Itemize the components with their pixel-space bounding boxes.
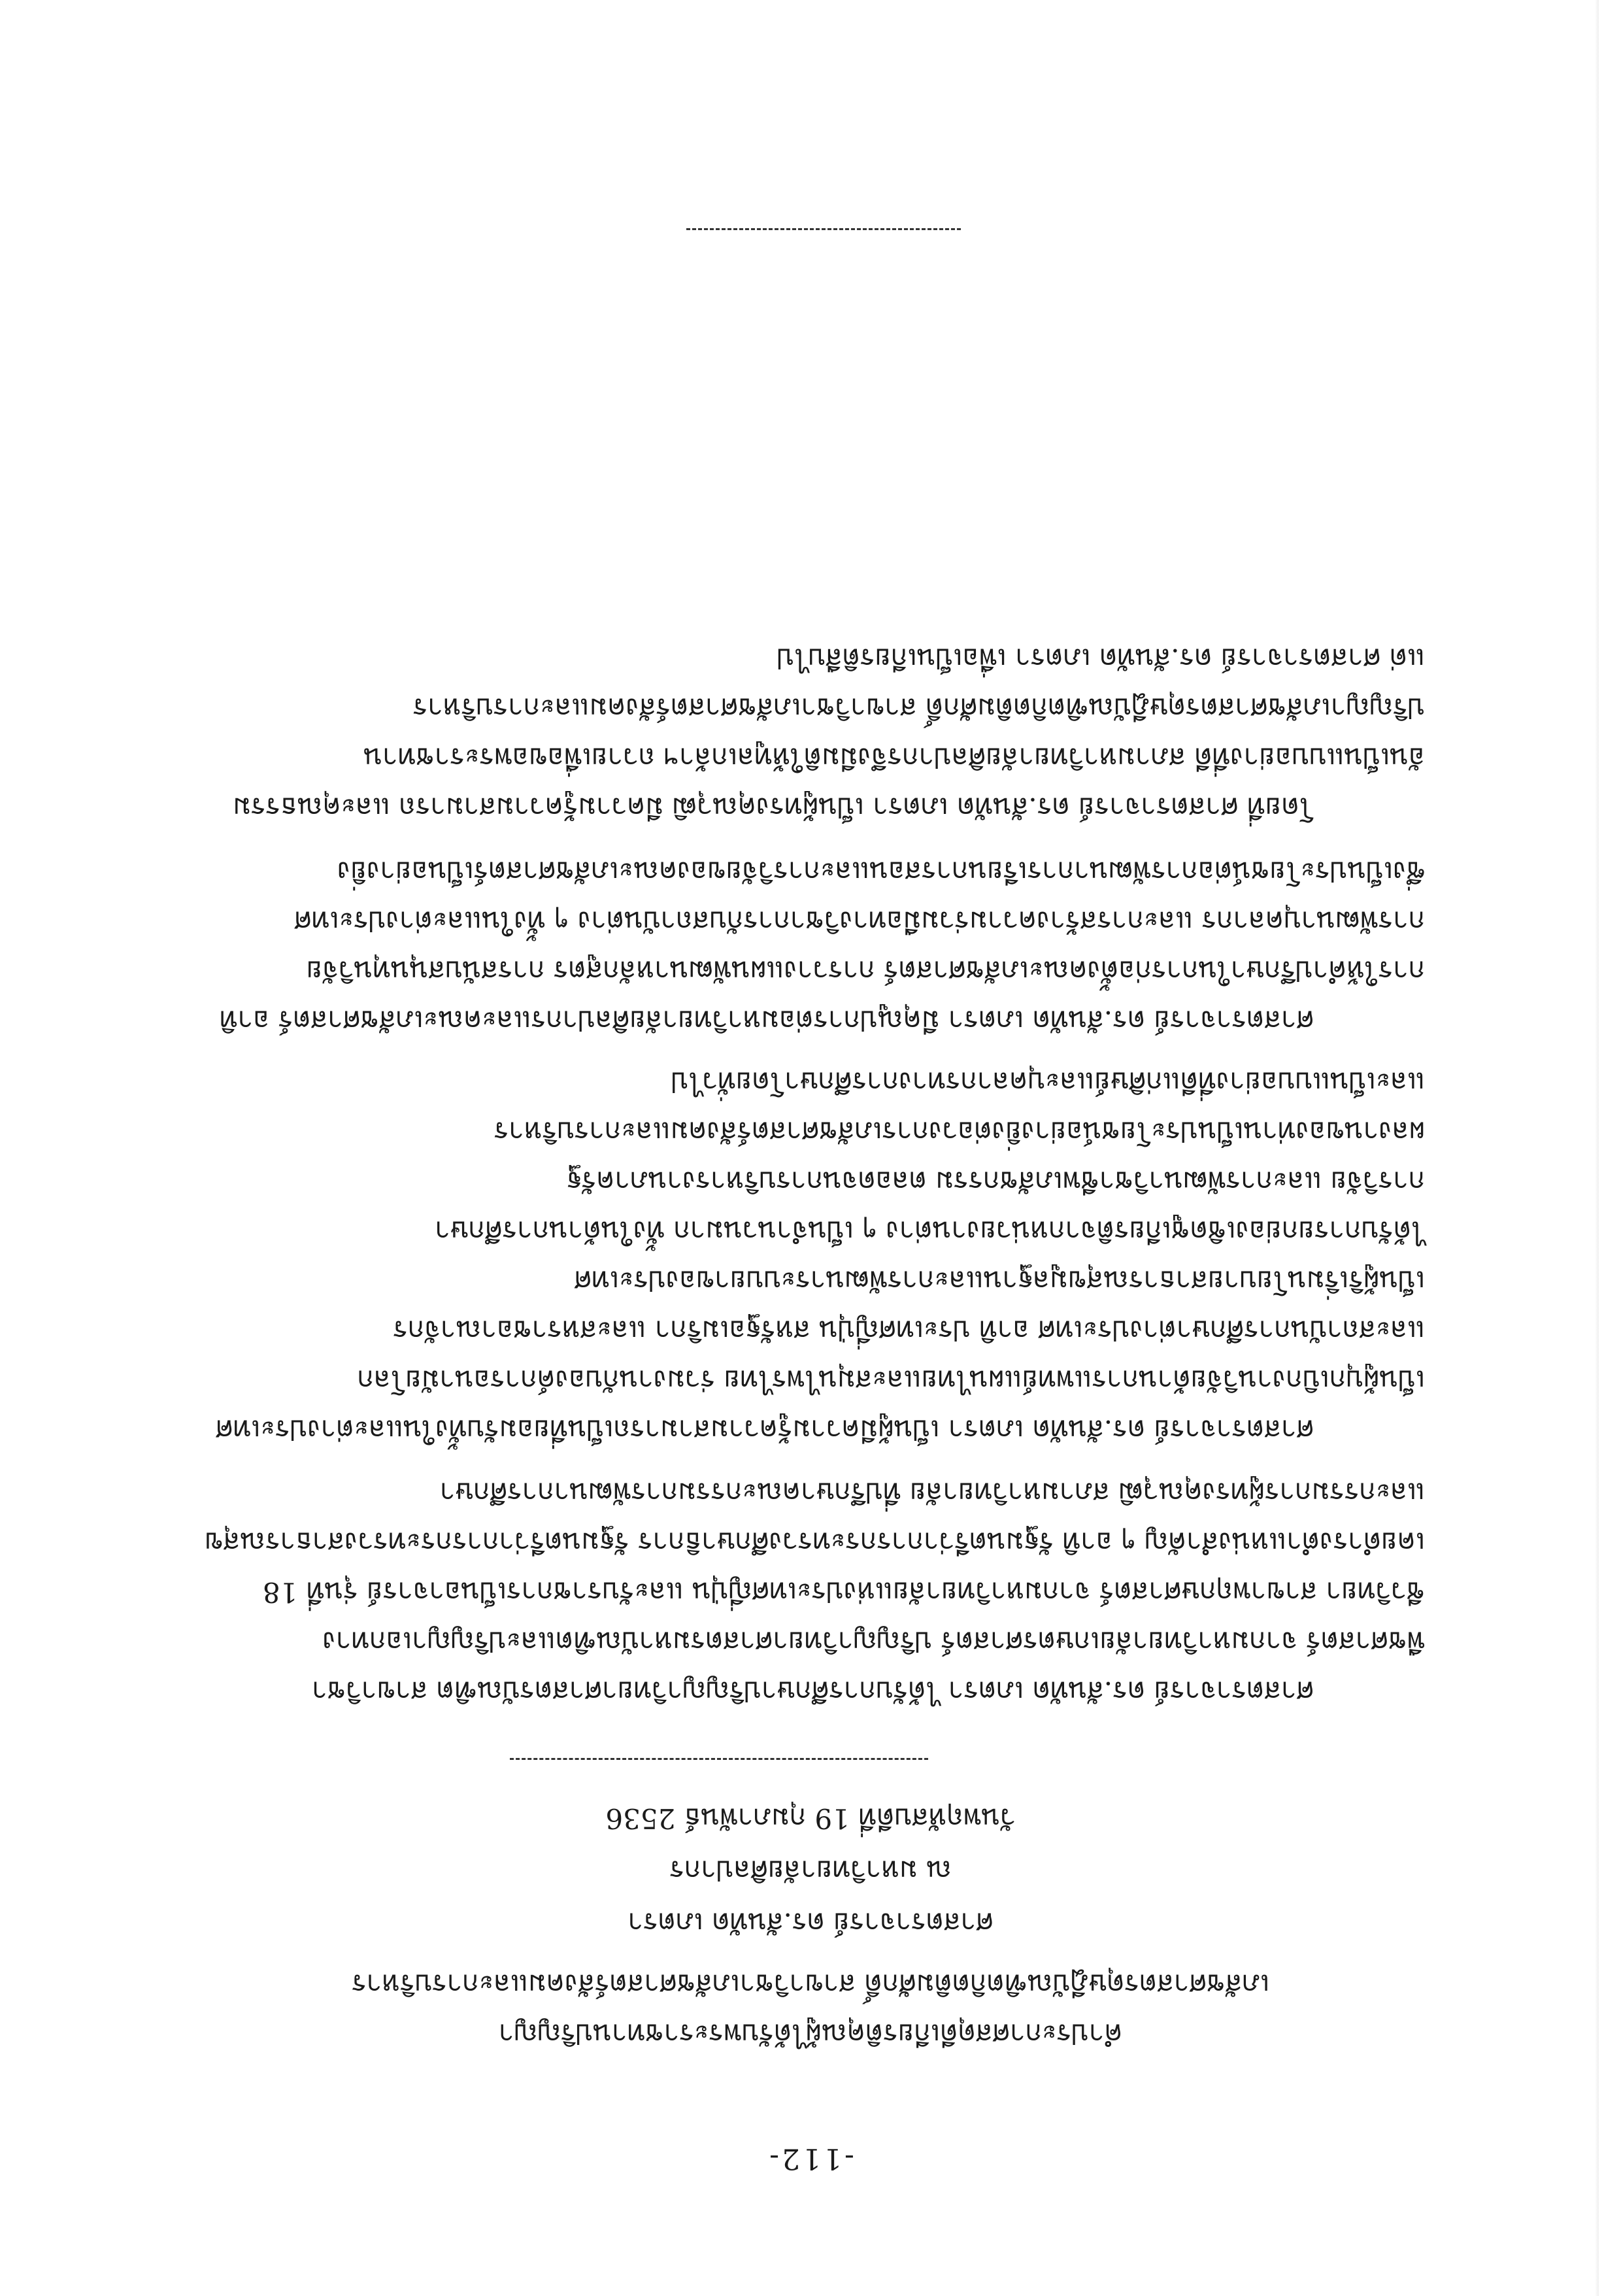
- para3-line2: การให้คำปรึกษาในการก่อตั้งคณะเภสัชศาสตร์ การวางแผนพัฒนาหลักสูตร การสนับสนุนทุนวิจัย: [306, 955, 1425, 987]
- header-venue: ณ มหาวิทยาลัยศิลปากร: [669, 1855, 952, 1887]
- para4-line2: อันเป็นแบบอย่างที่ดี สภามหาวิทยาลัยศิลปากรจึงมีมติให้ทูลเกล้าฯ ถวายเพื่อขอพระราชทาน: [363, 742, 1425, 774]
- header-name: ศาสตราจารย์ ดร.สันทัด เภตรา: [627, 1907, 994, 1939]
- para1-line5: และกรรมการผู้ทรงคุณวุฒิ สภามหาวิทยาลัย ที่ปรึกษาคณะกรรมการพัฒนาการศึกษา: [439, 1477, 1425, 1509]
- para2-line8: และเป็นแบบอย่างที่ดีแก่ศิษย์และบุคลากรทางการศึกษาโดยทั่วไป: [671, 1066, 1425, 1098]
- para2-line1: ศาสตราจารย์ ดร.สันทัด เภตรา เป็นผู้มีความรู้ความสามารถเป็นที่ยอมรับทั้งในและต่างประเทศ: [215, 1414, 1314, 1446]
- para2-line6: การวิจัย และการพัฒนาวิชาชีพเภสัชกรรม ตลอดจนการบริหารงานภาครัฐ: [566, 1166, 1425, 1198]
- para1-line3: ชีววิทยา สาขาพฤกษศาสตร์ จากมหาวิทยาลัยแห่งประเทศญี่ปุ่น และรับราชการเป็นอาจารย์ รุ่นที่ 18: [262, 1576, 1425, 1608]
- para2-line2: เป็นผู้บุกเบิกงานวิจัยด้านการแพทย์แผนไทยและสมุนไพรไทย ร่วมงานกับองค์การอนามัยโลก: [357, 1364, 1425, 1396]
- section-divider: [510, 1758, 928, 1760]
- para1-line2: พืชศาสตร์ จากมหาวิทยาลัยเกษตรศาสตร์ ปริญญาวิทยาศาสตรมหาบัณฑิตและปริญญาเอกทาง: [322, 1626, 1425, 1658]
- para3-line3: การพัฒนาบุคลากร และการสร้างความร่วมมือทางวิชาการกับสถาบันต่าง ๆ ทั้งในและต่างประเทศ: [293, 905, 1425, 937]
- title-line-2: เภสัชศาสตรดุษฎีบัณฑิตกิตติมศักดิ์ สาขาวิชาเภสัชศาสตร์สังคมและการบริหาร: [351, 1968, 1270, 2001]
- para1-line4: เคยดำรงตำแหน่งสำคัญ ๆ อาทิ รัฐมนตรีว่าการกระทรวงศึกษาธิการ รัฐมนตรีว่าการกระทรวงสาธารณสุข: [204, 1527, 1425, 1559]
- para3-line4: ซึ่งเป็นประโยชน์ต่อการพัฒนาการเรียนการสอนและการวิจัยของคณะเภสัชศาสตร์เป็นอย่างยิ่ง: [337, 856, 1425, 888]
- page-number: -112-: [767, 2142, 854, 2175]
- para1-line1: ศาสตราจารย์ ดร.สันทัด เภตรา ได้รับการศึกษาปริญญาวิทยาศาสตรบัณฑิต สาขาวิชา: [311, 1676, 1314, 1708]
- para4-line4: แด่ ศาสตราจารย์ ดร.สันทัด เภตรา เพื่อเป็นเกียรติสืบไป: [777, 643, 1425, 675]
- end-divider: [686, 228, 961, 230]
- para4-line3: ปริญญาเภสัชศาสตรดุษฎีบัณฑิตกิตติมศักดิ์ สาขาวิชาเภสัชศาสตร์สังคมและการบริหาร: [412, 692, 1425, 724]
- header-date: วันพฤหัสบดีที่ 19 กุมภาพันธ์ 2536: [605, 1802, 1016, 1834]
- scan-edge-shadow: [1595, 0, 1599, 2296]
- para4-line1: โดยที่ ศาสตราจารย์ ดร.สันทัด เภตรา เป็นผู้ทรงคุณวุฒิ มีความรู้ความสามารถ และคุณธรรม: [233, 792, 1314, 824]
- para2-line7: ผลงานของท่านเป็นประโยชน์อย่างยิ่งต่อวงการเภสัชศาสตร์สังคมและการบริหาร: [493, 1116, 1425, 1148]
- para2-line3: และสถาบันการศึกษาต่างประเทศ อาทิ ประเทศญี่ปุ่น สหรัฐอเมริกา และสหราชอาณาจักร: [393, 1315, 1425, 1347]
- para2-line4: เป็นผู้ริเริ่มนโยบายสาธารณสุขมูลฐานและการพัฒนาระบบยาของประเทศ: [574, 1265, 1425, 1297]
- title-line-1: คำประกาศสดุดีเกียรติคุณผู้ได้รับพระราชทานปริญญา: [498, 2018, 1123, 2050]
- para3-line1: ศาสตราจารย์ ดร.สันทัด เภตรา มีคุณูปการต่อมหาวิทยาลัยศิลปากรและคณะเภสัชศาสตร์ อาทิ: [219, 1005, 1314, 1037]
- para2-line5: ได้รับการยกย่องเชิดชูเกียรติจากหน่วยงานต่าง ๆ เป็นจำนวนมาก ทั้งในด้านการศึกษา: [435, 1215, 1425, 1247]
